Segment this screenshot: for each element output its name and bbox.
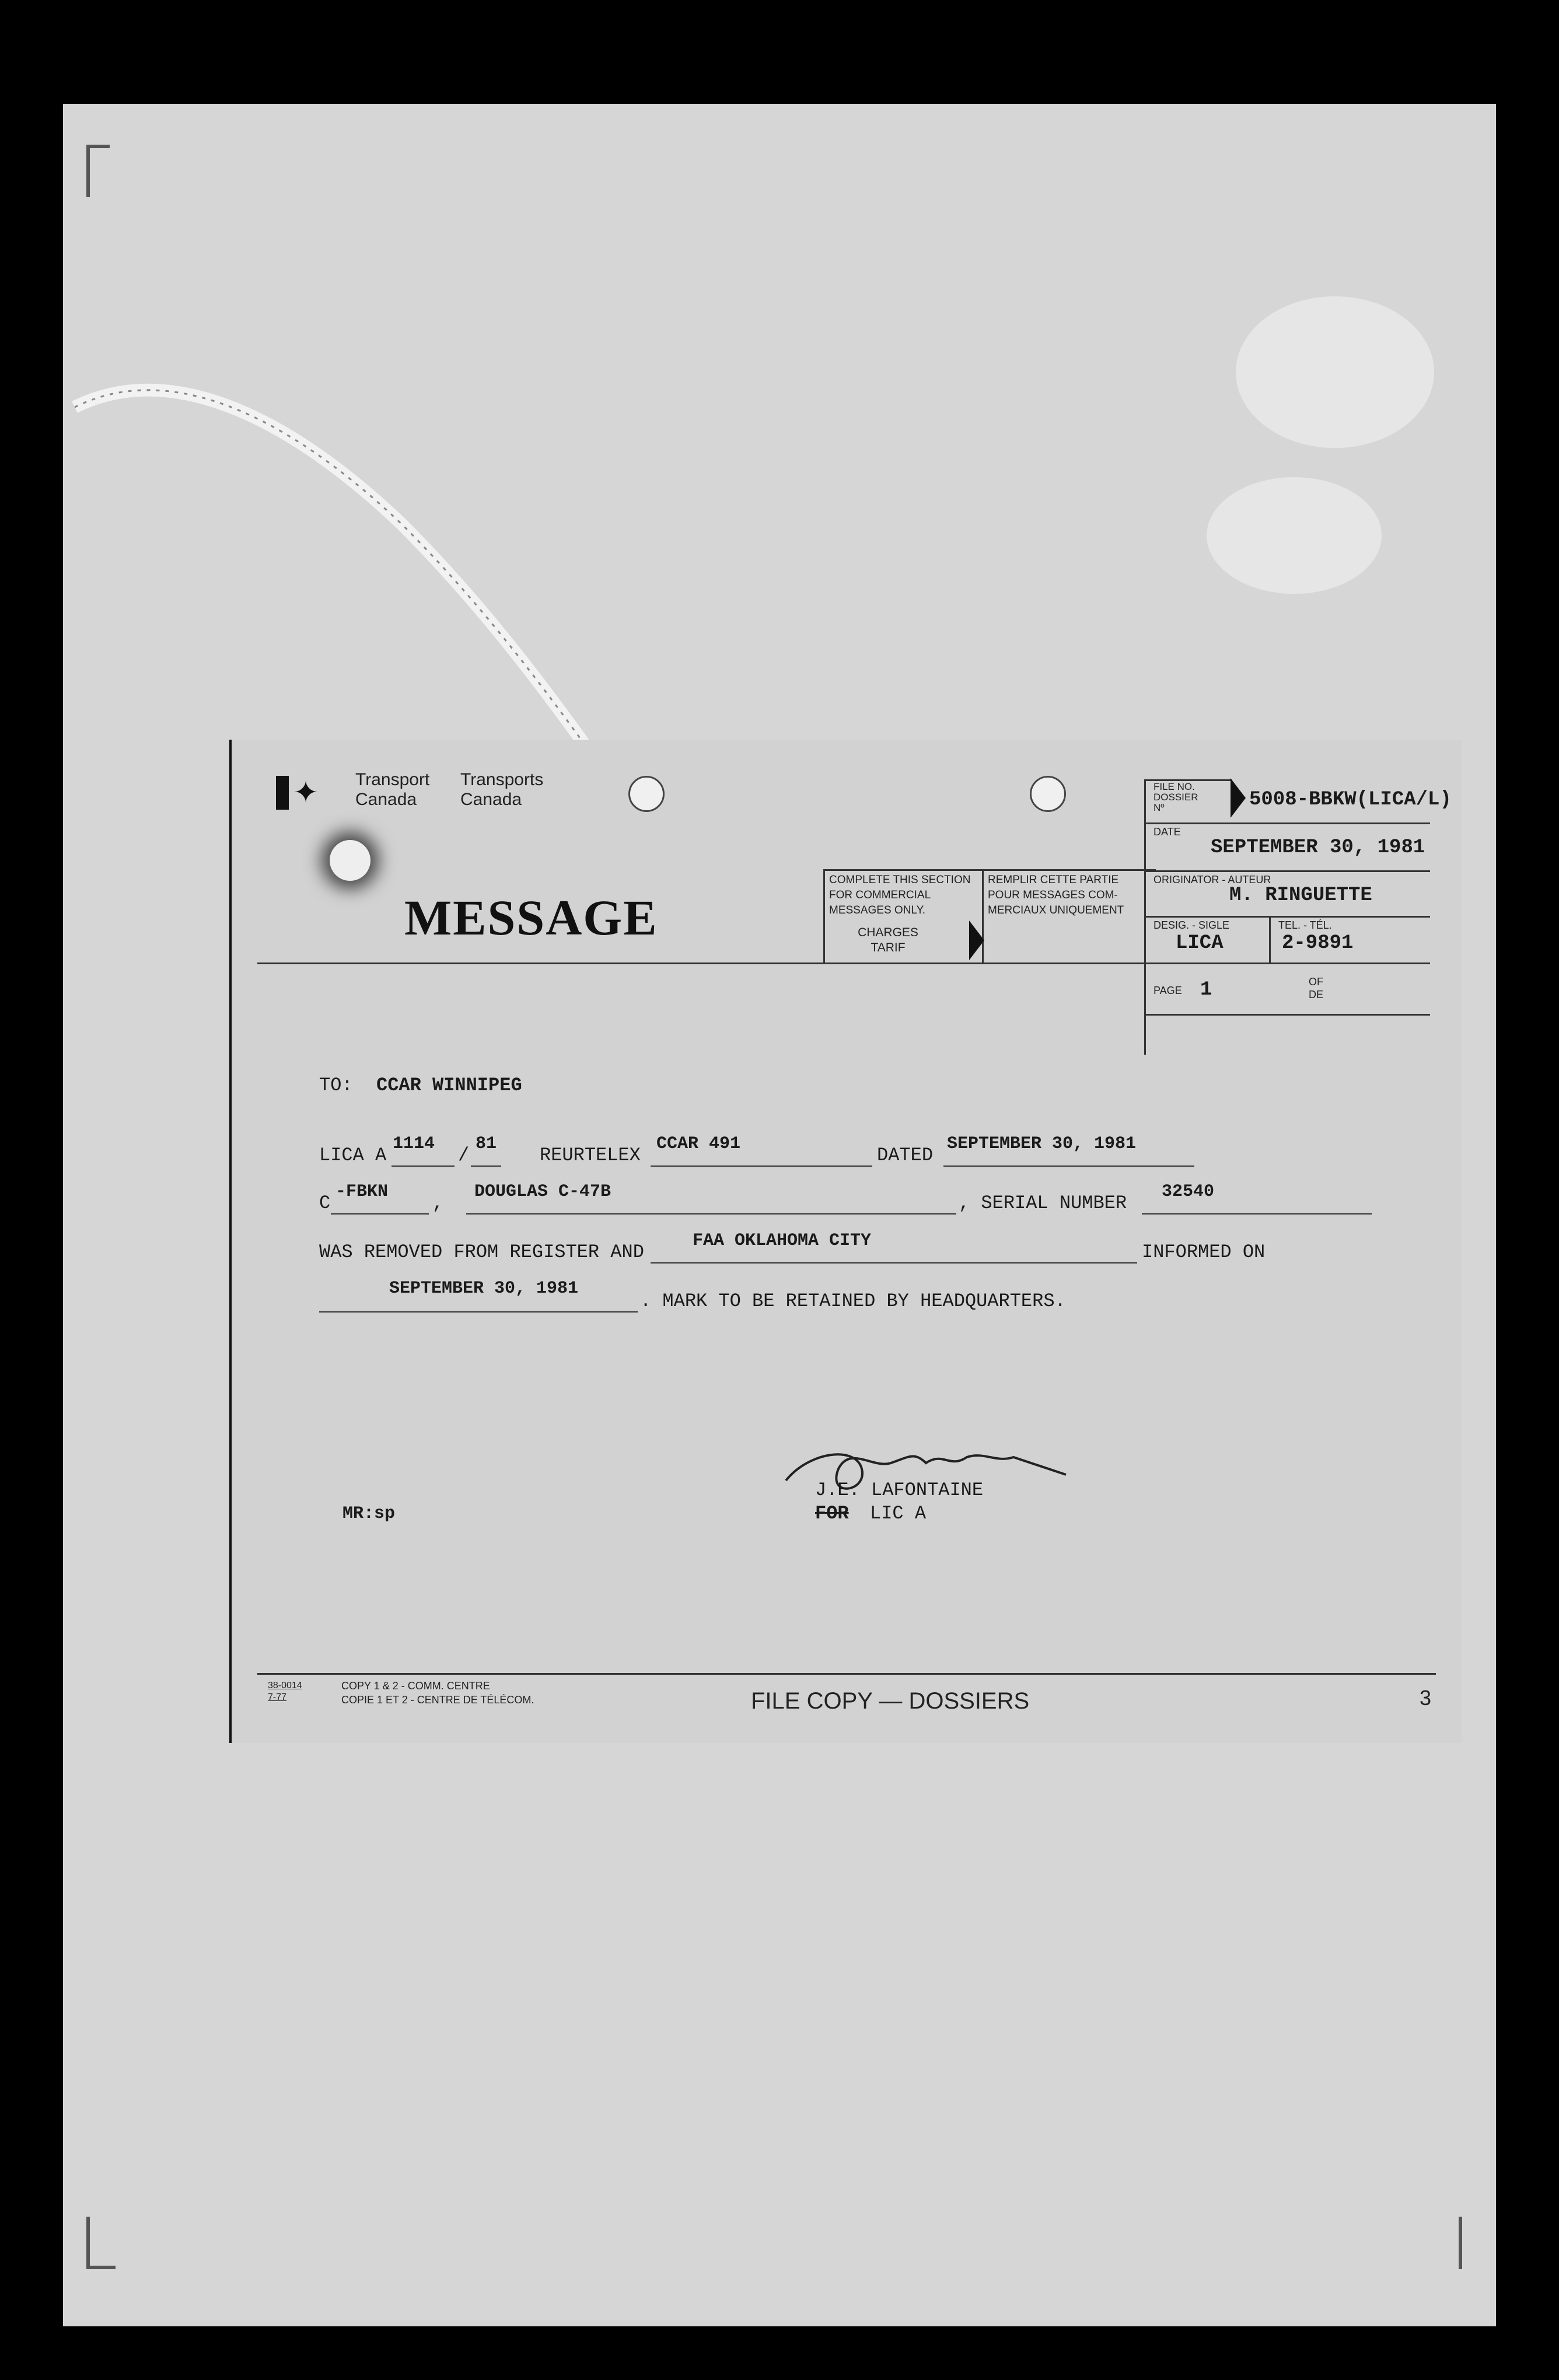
maple-leaf-icon: ✦ — [293, 776, 319, 810]
lica-number: 1114 — [393, 1134, 435, 1154]
reurtelex-value: CCAR 491 — [656, 1134, 741, 1154]
comma: , — [432, 1192, 444, 1214]
originator-value: M. RINGUETTE — [1229, 884, 1372, 907]
crop-mark — [1459, 2217, 1462, 2269]
pointer-arrow-icon — [969, 921, 984, 960]
water-stain — [1236, 296, 1434, 448]
of-label: OF DE — [1309, 976, 1324, 1000]
c-label: C — [319, 1192, 331, 1214]
tel-value: 2-9891 — [1282, 932, 1354, 954]
crop-mark — [86, 145, 90, 197]
year-separator: / — [458, 1144, 470, 1166]
charges-label: CHARGES TARIF — [858, 926, 918, 954]
punch-hole-shadow — [330, 840, 370, 881]
agency-name-en: Transport Canada — [355, 770, 430, 809]
signer-title-struck: FOR — [815, 1503, 849, 1524]
file-no-value: 5008-BBKW(LICA/L) — [1249, 789, 1452, 811]
desig-label: DESIG. - SIGLE — [1153, 919, 1230, 931]
form-title: MESSAGE — [404, 890, 658, 946]
agency-name-fr: Transports Canada — [460, 770, 544, 809]
to-label: TO: — [319, 1074, 353, 1096]
crop-mark — [86, 145, 110, 148]
dated-value: SEPTEMBER 30, 1981 — [947, 1134, 1137, 1154]
informed-value: SEPTEMBER 30, 1981 — [389, 1279, 579, 1298]
desig-value: LICA — [1176, 932, 1224, 954]
commercial-note-fr: REMPLIR CETTE PARTIE POUR MESSAGES COM- MERCIAUX UNIQUEMENT — [988, 874, 1124, 916]
form-number: 38-0014 7-77 — [268, 1681, 302, 1702]
lica-label: LICA A — [319, 1144, 387, 1166]
copy-number: 3 — [1420, 1686, 1432, 1710]
reurtelex-label: REURTELEX — [540, 1144, 641, 1166]
punch-hole — [1030, 776, 1066, 812]
aircraft-value: DOUGLAS C-47B — [474, 1182, 611, 1202]
authority-value: FAA OKLAHOMA CITY — [693, 1231, 872, 1251]
crop-mark — [86, 2266, 116, 2269]
page-label: PAGE — [1153, 985, 1182, 996]
dated-label: DATED — [877, 1144, 934, 1166]
water-stain — [1207, 477, 1382, 594]
serial-label: , SERIAL NUMBER — [959, 1192, 1127, 1214]
originator-label: ORIGINATOR - AUTEUR — [1153, 874, 1271, 886]
file-copy-label: FILE COPY — DOSSIERS — [751, 1688, 1030, 1714]
punch-hole — [628, 776, 665, 812]
registration-value: -FBKN — [335, 1182, 389, 1202]
informed-label: INFORMED ON — [1142, 1241, 1266, 1263]
crop-mark — [86, 2217, 90, 2269]
signer-title: LIC A — [870, 1503, 927, 1524]
copy-distribution: COPY 1 & 2 - COMM. CENTRE COPIE 1 ET 2 - CENTRE DE TÉLÉCOM. — [341, 1680, 534, 1706]
serial-value: 32540 — [1162, 1182, 1215, 1202]
date-value: SEPTEMBER 30, 1981 — [1211, 836, 1425, 859]
file-no-label: FILE NO. DOSSIER Nº — [1153, 781, 1198, 813]
message-form — [229, 740, 1462, 1743]
date-label: DATE — [1153, 826, 1181, 838]
retained-text: . MARK TO BE RETAINED BY HEADQUARTERS. — [640, 1290, 1066, 1312]
to-value: CCAR WINNIPEG — [376, 1074, 522, 1096]
removed-label: WAS REMOVED FROM REGISTER AND — [319, 1241, 644, 1263]
canada-flag-icon — [276, 776, 289, 810]
typist-initials: MR:sp — [342, 1504, 396, 1524]
commercial-note-en: COMPLETE THIS SECTION FOR COMMERCIAL MESSAGES ONLY. — [829, 874, 971, 916]
pointer-arrow-icon — [1231, 778, 1246, 818]
lica-year: 81 — [476, 1134, 497, 1154]
signer-name: J.E. LAFONTAINE — [815, 1479, 984, 1501]
page-value: 1 — [1200, 979, 1212, 1001]
tel-label: TEL. - TÉL. — [1278, 919, 1332, 931]
